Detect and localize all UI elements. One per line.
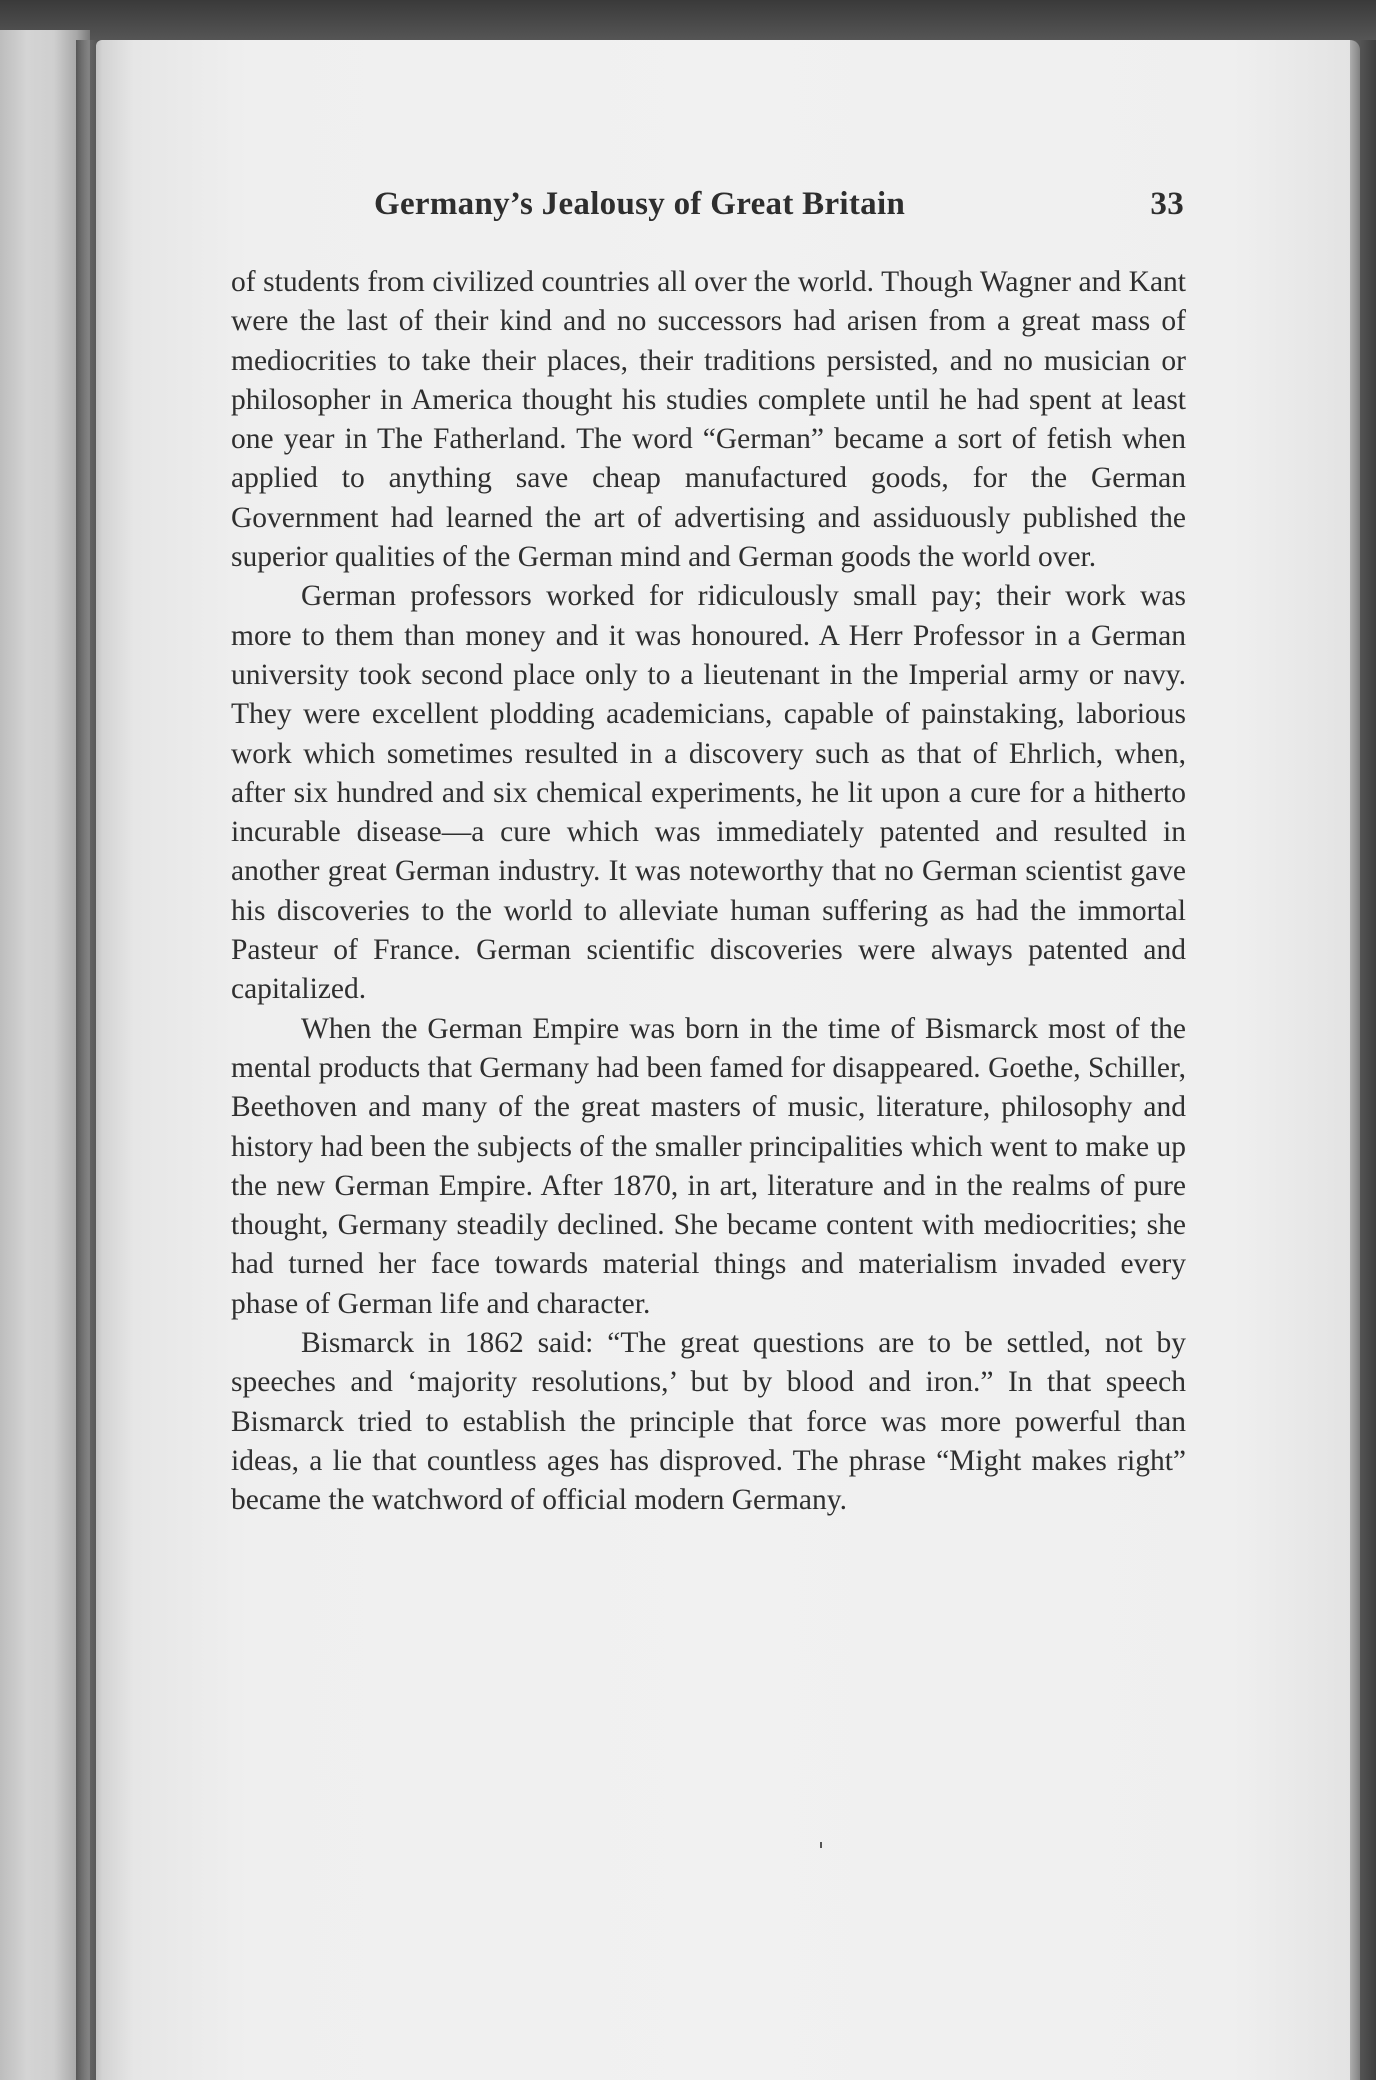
paragraph-4: Bismarck in 1862 said: “The great questions are to be settled, not by speeches and ‘majority resolutions,’ but by blood and iron.” In that speech Bismarck tried to establish the principle that force was more powerful than ideas, a lie that countless ages has disproved. The phrase “Might makes right” became the watchword of official modern Germany. [231, 1327, 1186, 1517]
page-number: 33 [1150, 186, 1184, 222]
paragraph-1: of students from civilized countries all over the world. Though Wagner and Kant were the last of their kind and no successors had arisen from a great mass of mediocrities to take their places, their traditions persisted, and no musician or philosopher in America thought his studies complete until he had spent at least one year in The Fatherland. The word “German” became a sort of fetish when applied to anything save cheap manufactured goods, for the German Government had learned the art of advertising and assiduously published the superior qualities of the German mind and German goods the world over. [231, 266, 1186, 574]
scan-backdrop [0, 0, 1376, 40]
running-head [374, 186, 1184, 236]
running-title: Germany’s Jealousy of Great Britain [374, 186, 906, 222]
page-right-edge [1350, 40, 1376, 2080]
print-speck [820, 1842, 822, 1848]
paragraph-3: When the German Empire was born in the time of Bismarck most of the mental products that Germany had been famed for disappeared. Goethe, Schiller, Beethoven and many of the great masters of music, literature, philosophy and history had been the subjects of the smaller principalities which went to make up the new German Empire. After 1870, in art, literature and in the realms of pure thought, Germany steadily declined. She became content with mediocrities; she had turned her face towards material things and materialism invaded every phase of German life and character. [231, 1012, 1186, 1320]
spine-shadow [76, 40, 102, 2080]
paragraph-2: German professors worked for ridiculously small pay; their work was more to them than money and it was honoured. A Herr Professor in a German university took second place only to a lieutenant in the Imperial army or navy. They were excellent plodding academicians, capable of painstaking, laborious work which sometimes resulted in a discovery such as that of Ehrlich, when, after six hundred and six chemical experiments, he lit upon a cure for a hitherto incurable disease—a cure which was immediately patented and resulted in another great German industry. It was noteworthy that no German scientist gave his discoveries to the world to alleviate human suffering as had the immortal Pasteur of France. German scientific discoveries were always patented and capitalized. [231, 580, 1186, 1006]
body-text [231, 263, 1186, 1521]
